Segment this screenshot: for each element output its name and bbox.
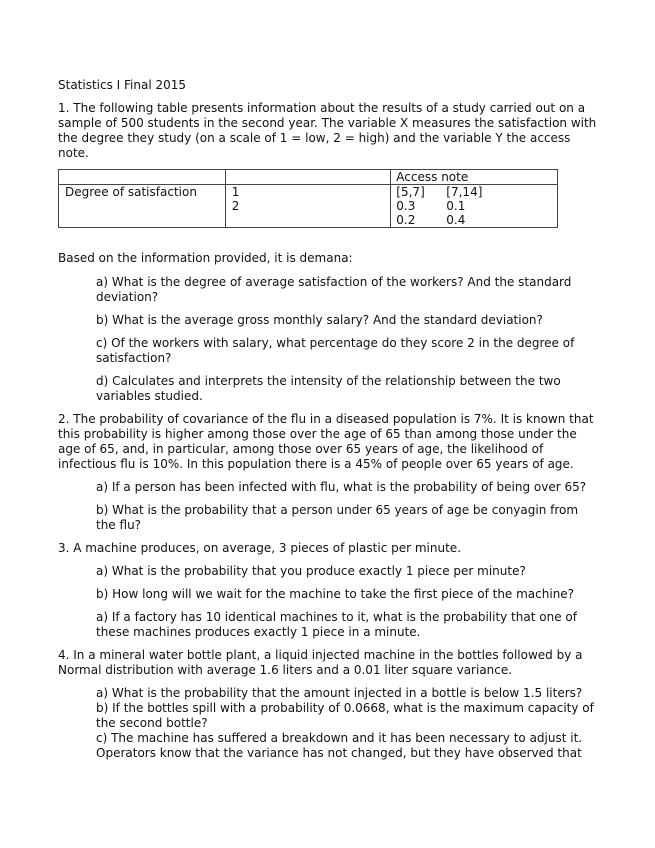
table-header-empty-2	[225, 170, 391, 185]
question-4-intro: 4. In a mineral water bottle plant, a liquid injected machine in the bottles followed by a Normal distribution with average 1.6 liters and a 0.01 liter square variance.	[58, 648, 583, 677]
question-2-intro: 2. The probability of covariance of the flu in a diseased population is 7%. It is known that this probability is higher among those over the age of 65 than among those under the age of 65, and, in particular, among those over 65 years of age, the likelihood of infectious flu is 10%. In this population there is a 45% of people over 65 years of age.	[58, 412, 594, 471]
table-x1: 1	[231, 185, 240, 199]
question-1-intro: 1. The following table presents information about the results of a study carried out on a sample of 500 students in the second year. The variable X measures the satisfaction with the degree they study (on a scale of 1 = low, 2 = high) and the variable Y the access note.	[58, 101, 597, 160]
question-2b: b) What is the probability that a person under 65 years of age be conyagin from the flu?	[96, 503, 579, 532]
table-r2c1: 0.2	[396, 213, 416, 227]
satisfaction-access-table	[58, 169, 558, 228]
question-2a: a) If a person has been infected with flu, what is the probability of being over 65?	[96, 480, 587, 494]
question-1b: b) What is the average gross monthly salary? And the standard deviation?	[96, 313, 543, 327]
table-r2c2: 0.4	[446, 213, 466, 227]
table-prob-row-2	[396, 213, 551, 227]
question-1c: c) Of the workers with salary, what percentage do they score 2 in the degree of satisfaction?	[96, 336, 575, 365]
question-1a: a) What is the degree of average satisfaction of the workers? And the standard deviation?	[96, 275, 572, 304]
table-interval-row	[396, 185, 551, 199]
table-interval-2: [7,14]	[446, 185, 483, 199]
question-4c: c) The machine has suffered a breakdown and it has been necessary to adjust it. Operators know that the variance has not changed, but they have observed that	[96, 731, 583, 760]
table-probabilities	[391, 185, 558, 228]
question-1-lead: Based on the information provided, it is demana:	[58, 251, 353, 265]
table-prob-row-1	[396, 199, 551, 213]
question-4b: b) If the bottles spill with a probability of 0.0668, what is the maximum capacity of the second bottle?	[96, 701, 594, 730]
table-header-row	[59, 170, 558, 185]
document-page	[58, 78, 598, 761]
question-3c: a) If a factory has 10 identical machines to it, what is the probability that one of these machines produces exactly 1 piece in a minute.	[96, 610, 577, 639]
table-interval-1: [5,7]	[396, 185, 425, 199]
question-3b: b) How long will we wait for the machine to take the first piece of the machine?	[96, 587, 575, 601]
table-r1c2: 0.1	[446, 199, 466, 213]
table-body-row	[59, 185, 558, 228]
table-r1c1: 0.3	[396, 199, 416, 213]
question-1d: d) Calculates and interprets the intensity of the relationship between the two variables studied.	[96, 374, 561, 403]
question-4a: a) What is the probability that the amount injected in a bottle is below 1.5 liters?	[96, 686, 583, 700]
table-header-empty-1	[59, 170, 226, 185]
question-3a: a) What is the probability that you produce exactly 1 piece per minute?	[96, 564, 526, 578]
table-x2: 2	[231, 199, 240, 213]
table-row-label: Degree of satisfaction	[59, 185, 226, 228]
table-header-access-note: Access note	[391, 170, 558, 185]
question-3-intro: 3. A machine produces, on average, 3 pieces of plastic per minute.	[58, 541, 462, 555]
document-title: Statistics I Final 2015	[58, 78, 187, 92]
table-x-values	[225, 185, 391, 228]
